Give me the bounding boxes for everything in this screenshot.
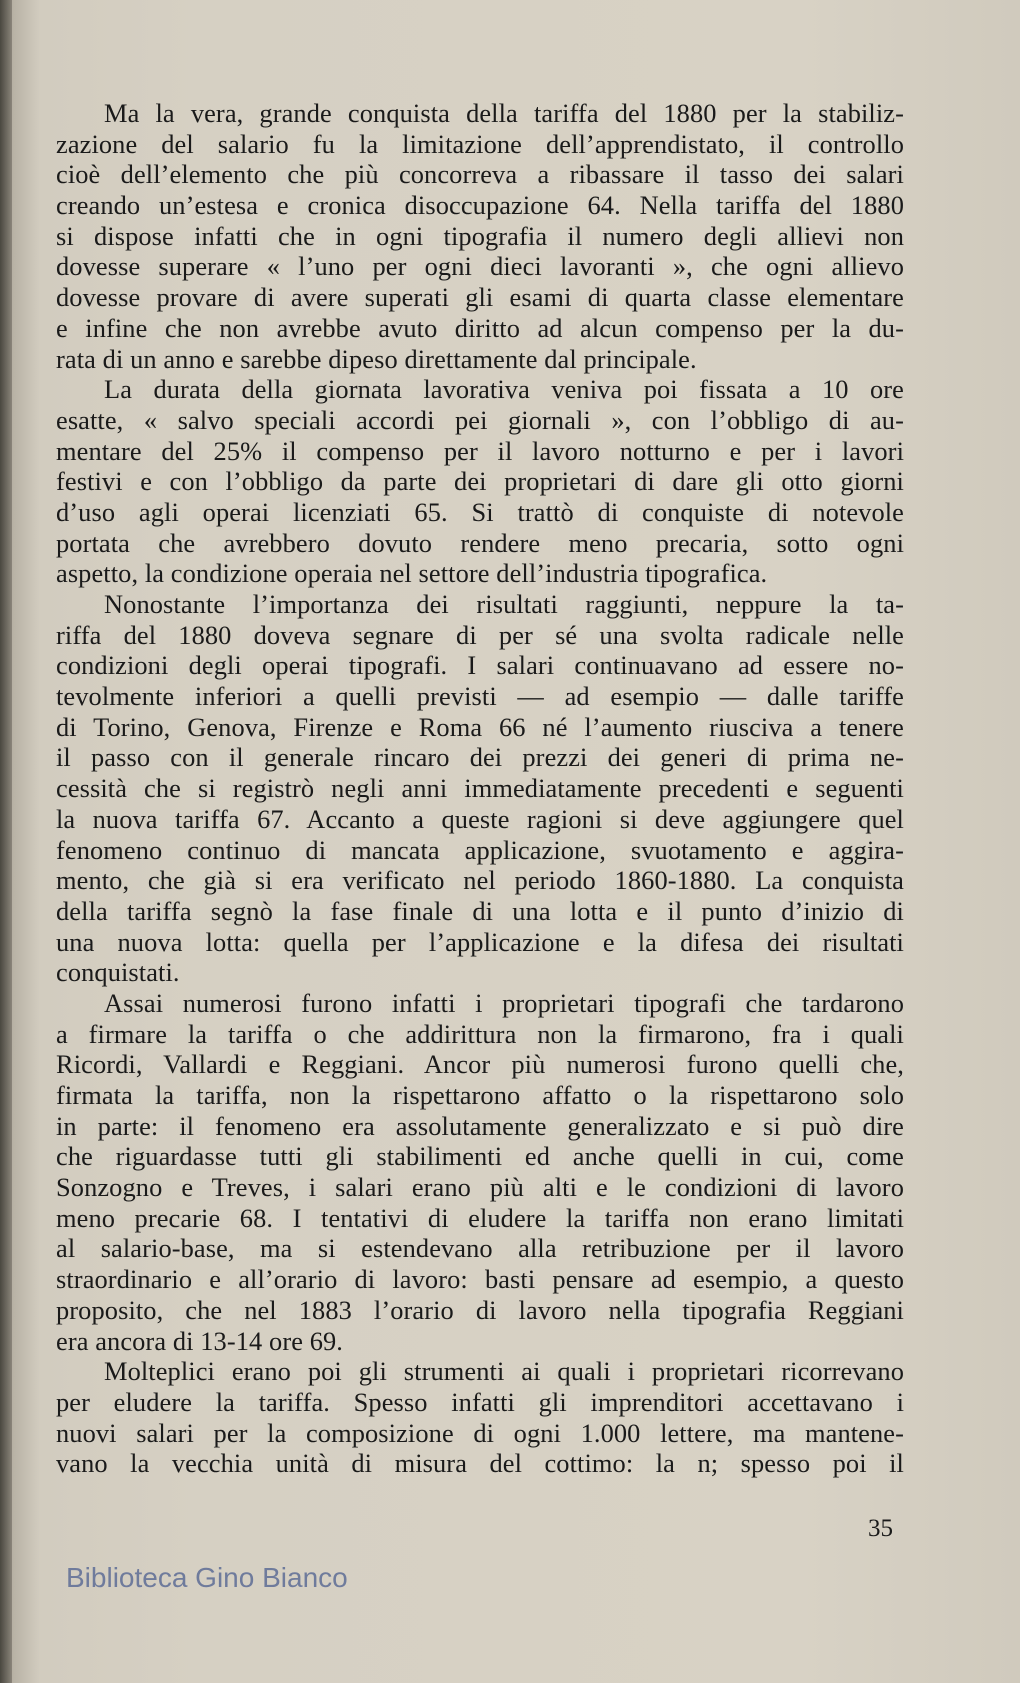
text-line: rata di un anno e sarebbe dipeso direttamente dal principale. bbox=[56, 343, 697, 374]
text-line: al salario-base, ma si estendevano alla retribuzione per il lavoro bbox=[56, 1233, 904, 1264]
text-line: la nuova tariffa 67. Accanto a queste ragioni si deve aggiungere quel bbox=[56, 803, 904, 834]
text-line: Sonzogno e Treves, i salari erano più alti e le condizioni di lavoro bbox=[56, 1172, 904, 1203]
text-line: Nonostante l’importanza dei risultati raggiunti, neppure la ta- bbox=[104, 589, 904, 619]
text-line: straordinario e all’orario di lavoro: basti pensare ad esempio, a questo bbox=[56, 1264, 904, 1295]
text-line: riffa del 1880 doveva segnare di per sé una svolta radicale nelle bbox=[56, 619, 904, 650]
text-line: Ma la vera, grande conquista della tariffa del 1880 per la stabiliz- bbox=[104, 98, 904, 128]
text-line: firmata la tariffa, non la rispettarono affatto o la rispettarono solo bbox=[56, 1080, 904, 1110]
text-line: mento, che già si era verificato nel periodo 1860-1880. La conquista bbox=[56, 865, 904, 896]
text-line: dovesse superare « l’uno per ogni dieci lavoranti », che ogni allievo bbox=[56, 251, 904, 282]
text-line: mentare del 25% il compenso per il lavoro notturno e per i lavori bbox=[56, 435, 904, 466]
text-line: una nuova lotta: quella per l’applicazione e la difesa dei risultati bbox=[56, 926, 904, 957]
text-line: condizioni degli operai tipografi. I salari continuavano ad essere no- bbox=[56, 650, 904, 681]
text-line: portata che avrebbero dovuto rendere meno precaria, sotto ogni bbox=[56, 527, 904, 558]
text-line: il passo con il generale rincaro dei prezzi dei generi di prima ne- bbox=[56, 742, 904, 773]
text-line: conquistati. bbox=[56, 957, 180, 988]
text-line: a firmare la tariffa o che addirittura non la firmarono, fra i quali bbox=[56, 1018, 904, 1049]
text-line: era ancora di 13-14 ore 69. bbox=[56, 1325, 344, 1356]
text-line: dovesse provare di avere superati gli esami di quarta classe elementare bbox=[56, 282, 904, 313]
text-line: della tariffa segnò la fase finale di una lotta e il punto d’inizio di bbox=[56, 895, 904, 926]
text-line: nuovi salari per la composizione di ogni 1.000 lettere, ma mantene- bbox=[56, 1417, 904, 1448]
text-line: Molteplici erano poi gli strumenti ai quali i proprietari ricorrevano bbox=[104, 1356, 904, 1387]
text-line: La durata della giornata lavorativa veniva poi fissata a 10 ore bbox=[104, 374, 904, 405]
text-line: zazione del salario fu la limitazione dell’apprendistato, il controllo bbox=[56, 128, 904, 159]
text-line: esatte, « salvo speciali accordi pei giornali », con l’obbligo di au- bbox=[56, 404, 904, 435]
text-line: Ricordi, Vallardi e Reggiani. Ancor più numerosi furono quelli che, bbox=[56, 1049, 904, 1080]
library-watermark: Biblioteca Gino Bianco bbox=[66, 1562, 348, 1593]
text-line: di Torino, Genova, Firenze e Roma 66 né l’aumento riusciva a tenere bbox=[56, 711, 904, 742]
text-line: in parte: il fenomeno era assolutamente generalizzato e si può dire bbox=[56, 1110, 904, 1141]
text-line: per eludere la tariffa. Spesso infatti gli imprenditori accettavano i bbox=[56, 1386, 904, 1417]
text-line: fenomeno continuo di mancata applicazione, svuotamento e aggira- bbox=[56, 834, 904, 865]
text-line: cessità che si registrò negli anni immediatamente precedenti e seguenti bbox=[56, 773, 904, 804]
text-line: che riguardasse tutti gli stabilimenti ed anche quelli in cui, come bbox=[56, 1141, 904, 1172]
page-number: 35 bbox=[868, 1515, 893, 1542]
text-line: Assai numerosi furono infatti i proprietari tipografi che tardarono bbox=[104, 987, 904, 1018]
text-line: creando un’estesa e cronica disoccupazione 64. Nella tariffa del 1880 bbox=[56, 190, 904, 221]
text-line: e infine che non avrebbe avuto diritto ad alcun compenso per la du- bbox=[56, 312, 904, 343]
text-line: tevolmente inferiori a quelli previsti — ad esempio — dalle tariffe bbox=[56, 681, 904, 712]
text-line: vano la vecchia unità di misura del cottimo: la n; spesso poi il bbox=[56, 1448, 904, 1479]
text-line: si dispose infatti che in ogni tipografia il numero degli allievi non bbox=[56, 220, 904, 251]
text-line: proposito, che nel 1883 l’orario di lavoro nella tipografia Reggiani bbox=[56, 1294, 904, 1325]
body-text bbox=[56, 98, 904, 1479]
text-line: d’uso agli operai licenziati 65. Si trattò di conquiste di notevole bbox=[56, 496, 904, 527]
text-line: aspetto, la condizione operaia nel settore dell’industria tipografica. bbox=[56, 558, 768, 589]
text-line: meno precarie 68. I tentativi di eludere la tariffa non erano limitati bbox=[56, 1202, 904, 1233]
text-line: festivi e con l’obbligo da parte dei proprietari di dare gli otto giorni bbox=[56, 466, 904, 497]
book-spine-shadow bbox=[0, 0, 12, 1683]
text-line: cioè dell’elemento che più concorreva a ribassare il tasso dei salari bbox=[56, 159, 904, 190]
